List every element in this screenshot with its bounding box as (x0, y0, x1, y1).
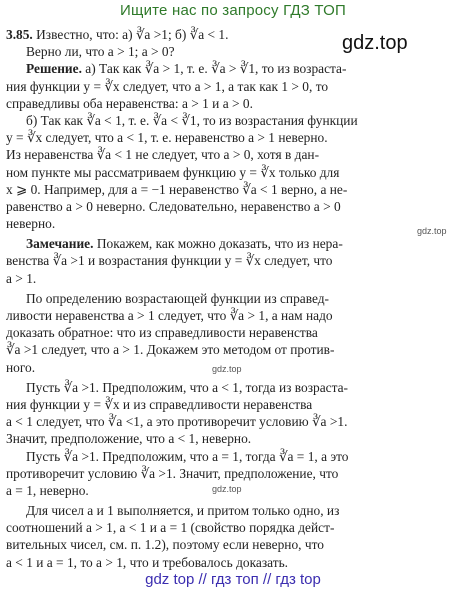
text-line: ливости неравенства a > 1 следует, что ∛a > 1, а нам надо (6, 308, 333, 323)
site-logo: gdz.top (338, 32, 412, 55)
text-line: a > 1. (6, 270, 37, 286)
top-banner: Ищите нас по запросу ГДЗ ТОП (120, 2, 346, 19)
text-line: y = ∛x следует, что a < 1, т. е. неравенство a > 1 неверно. (6, 130, 328, 146)
text-line: вительных чисел, см. п. 1.2), поэтому если неверно, что (6, 537, 324, 553)
solution-label: Решение. (26, 61, 82, 77)
text-line: справедливы оба неравенства: a > 1 и a > 0. (6, 95, 253, 111)
text-line: a < 1 следует, что ∛a <1, а это противоречит условию ∛a >1. (6, 414, 348, 430)
text-line: a = 1, неверно. (6, 482, 89, 498)
text-line: неверно. (6, 216, 56, 232)
text-line: 3.85. Известно, что: а) ∛a >1; б) ∛a < 1. (6, 27, 229, 42)
text-line: Замечание. Покажем, как можно доказать, что из нера- (26, 236, 343, 252)
text-line: ния функции y = ∛x следует, что a > 1, а так как 1 > 0, то (6, 78, 329, 94)
watermark: gdz.top (212, 364, 242, 374)
text-line: ном пункте мы рассматриваем функцию y = ∛x только для (6, 164, 340, 180)
problem-number: 3.85. (6, 27, 33, 42)
text-line: Пусть ∛a >1. Предположим, что a = 1, тогда ∛a = 1, а это (26, 448, 349, 464)
text-line: соотношений a > 1, a < 1 и a = 1 (свойство порядка дейст- (6, 520, 335, 536)
watermark: gdz.top (212, 484, 242, 494)
text-line: ∛a >1 следует, что a > 1. Докажем это методом от против- (6, 342, 335, 358)
text-line: Верно ли, что a > 1; a > 0? (26, 44, 175, 60)
text-line: б) Так как ∛a < 1, т. е. ∛a < ∛1, то из возрастания функции (26, 112, 358, 128)
text-line: противоречит условию ∛a >1. Значит, предположение, что (6, 465, 339, 481)
watermark: gdz.top (417, 226, 447, 236)
text-line: Решение. а) Так как ∛a > 1, т. е. ∛a > ∛1, то из возраста- (26, 61, 347, 77)
text-line: венства ∛a >1 и возрастания функции y = ∛x следует, что (6, 253, 333, 269)
text-line: Значит, предположение, что a < 1, неверно. (6, 431, 252, 447)
text-line: доказать обратное: что из справедливости неравенства (6, 325, 318, 341)
text-line: ния функции y = ∛x и из справедливости неравенства (6, 396, 313, 412)
bottom-banner: gdz top // гдз топ // гдз top (145, 571, 321, 588)
text-line: ного. (6, 359, 36, 375)
text-line: Пусть ∛a >1. Предположим, что a < 1, тогда из возраста- (26, 379, 348, 395)
text-line: x ⩾ 0. Например, для a = −1 неравенство ∛a < 1 верно, а не- (6, 181, 348, 197)
text-line: равенство a > 0 неверно. Следовательно, неравенство a > 0 (6, 198, 341, 214)
text-line: Из неравенства ∛a < 1 не следует, что a > 0, хотя в дан- (6, 147, 320, 163)
text-line: Для чисел a и 1 выполняется, и притом только одно, из (26, 503, 340, 519)
text-line: По определению возрастающей функции из справед- (26, 290, 330, 306)
remark-label: Замечание. (26, 236, 94, 252)
text-line: a < 1 и a = 1, то a > 1, что и требовалось доказать. (6, 554, 289, 570)
